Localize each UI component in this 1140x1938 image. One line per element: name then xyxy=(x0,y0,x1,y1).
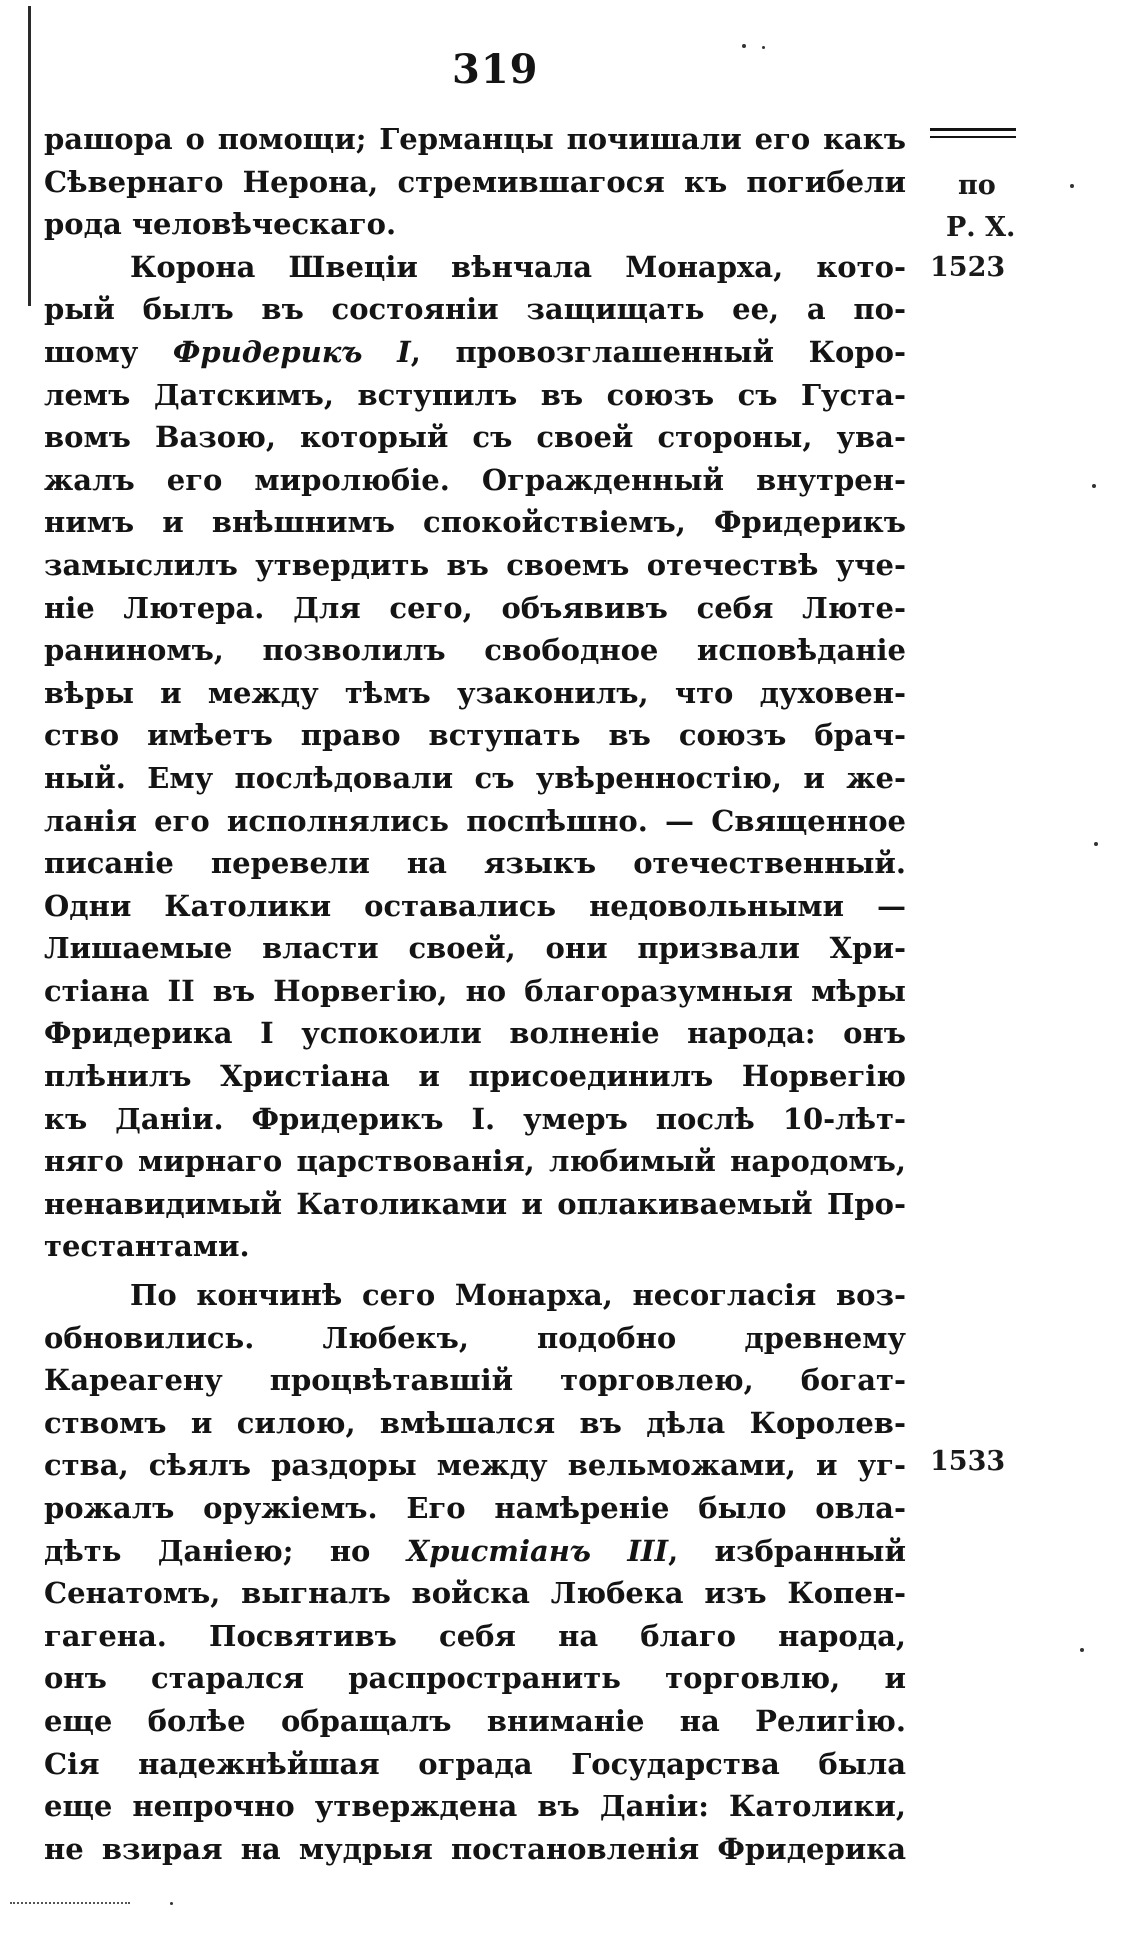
text-line: няго мирнаго царствованія, любимый народомъ, xyxy=(44,1144,906,1179)
text-line: ланія его исполнялись поспѣшно. — Священное xyxy=(44,803,906,838)
text-line: писаніе перевели на языкъ отечественный. xyxy=(44,846,906,881)
text-line: Фридерика I успокоили волненіе народа: онъ xyxy=(44,1016,906,1051)
name-khristian: Христіанъ III xyxy=(406,1533,669,1568)
margin-rule-thin xyxy=(930,136,1016,138)
text-line: ства, сѣялъ раздоры между вельможами, и уг- xyxy=(44,1448,906,1483)
text-line: тестантами. xyxy=(44,1229,250,1264)
text-line: вомъ Вазою, который съ своей стороны, ува- xyxy=(44,420,906,455)
text-line: нимъ и внѣшнимъ спокойствіемъ, Фридерикъ xyxy=(44,505,906,540)
text-span: , провозглашенный Коро- xyxy=(410,334,906,369)
text-line: рый былъ въ состояніи защищать ее, а по- xyxy=(44,292,906,327)
text-line xyxy=(44,331,906,374)
text-span: , избранный xyxy=(668,1533,906,1568)
name-fridrikh: Фридерикъ I xyxy=(172,334,411,369)
text-line: еще болѣе обращалъ вниманіе на Религію. xyxy=(44,1703,906,1738)
scan-speck xyxy=(762,46,765,49)
left-border-line xyxy=(28,6,31,306)
text-line: вѣры и между тѣмъ узаконилъ, что духовен- xyxy=(44,675,906,710)
text-line: Одни Католики оставались недовольными — xyxy=(44,888,906,923)
text-line: ненавидимый Католиками и оплакиваемый Про- xyxy=(44,1186,906,1221)
scan-speck xyxy=(1092,484,1096,488)
text-line: Сія надежнѣйшая ограда Государства была xyxy=(44,1746,906,1781)
margin-note-year-1533: 1533 xyxy=(930,1446,1006,1477)
text-line: Сенатомъ, выгналъ войска Любека изъ Копен- xyxy=(44,1576,906,1611)
text-line: Кареагену процвѣтавшій торговлею, богат- xyxy=(44,1363,906,1398)
text-line: ствомъ и силою, вмѣшался въ дѣла Королев- xyxy=(44,1405,906,1440)
text-line: обновились. Любекъ, подобно древнему xyxy=(44,1320,906,1355)
text-line: онъ старался распространить торговлю, и xyxy=(44,1661,906,1696)
text-span: дѣть Даніею; но xyxy=(44,1533,407,1568)
scan-speck xyxy=(1070,184,1074,188)
text-line: Лишаемые власти своей, они призвали Хри- xyxy=(44,931,906,966)
text-line: гагена. Посвятивъ себя на благо народа, xyxy=(44,1618,906,1653)
page-number: 319 xyxy=(452,46,539,93)
text-line: стіана II въ Норвегію, но благоразумныя мѣры xyxy=(44,973,906,1008)
scan-speck xyxy=(170,1902,173,1905)
text-line: ніе Лютера. Для сего, объявивъ себя Люте- xyxy=(44,590,906,625)
margin-note-year-1523: 1523 xyxy=(930,252,1006,283)
text-line: рода человѣческаго. xyxy=(44,207,397,242)
margin-note-po: по xyxy=(958,170,996,201)
text-line: лемъ Датскимъ, вступилъ въ союзъ съ Густа- xyxy=(44,377,906,412)
text-line: ный. Ему послѣдовали съ увѣренностію, и же- xyxy=(44,760,906,795)
text-line: ство имѣетъ право вступать въ союзъ брач- xyxy=(44,718,906,753)
text-line: не взирая на мудрыя постановленія Фридерика xyxy=(44,1831,906,1866)
text-line: еще непрочно утверждена въ Даніи: Католики, xyxy=(44,1789,906,1824)
text-line: раниномъ, позволилъ свободное исповѣданіе xyxy=(44,633,906,668)
text-line: плѣнилъ Христіана и присоединилъ Норвегію xyxy=(44,1059,906,1094)
scan-speck xyxy=(1094,842,1098,846)
text-line: рожалъ оружіемъ. Его намѣреніе было овла- xyxy=(44,1491,906,1525)
text-line: рашора о помощи; Германцы почишали его какъ xyxy=(44,122,906,156)
text-line: жалъ его миролюбіе. Огражденный внутрен- xyxy=(44,462,906,497)
scan-speck xyxy=(1080,1648,1084,1652)
bottom-dotted-line xyxy=(10,1902,130,1906)
text-span: шому xyxy=(44,334,173,369)
text-line: Корона Швеціи вѣнчала Монарха, кото- xyxy=(130,249,906,284)
body-text xyxy=(44,118,906,1870)
text-line: къ Даніи. Фридерикъ I. умеръ послѣ 10-лѣт- xyxy=(44,1101,906,1136)
text-line xyxy=(44,1530,906,1573)
text-line: Сѣвернаго Нерона, стремившагося къ погибели xyxy=(44,164,906,199)
scan-speck xyxy=(742,44,746,48)
margin-rule xyxy=(930,128,1016,131)
text-line: По кончинѣ сего Монарха, несогласія воз- xyxy=(130,1278,906,1313)
text-line: замыслилъ утвердить въ своемъ отечествѣ уче- xyxy=(44,547,906,582)
margin-note-rx: Р. Х. xyxy=(946,212,1016,243)
